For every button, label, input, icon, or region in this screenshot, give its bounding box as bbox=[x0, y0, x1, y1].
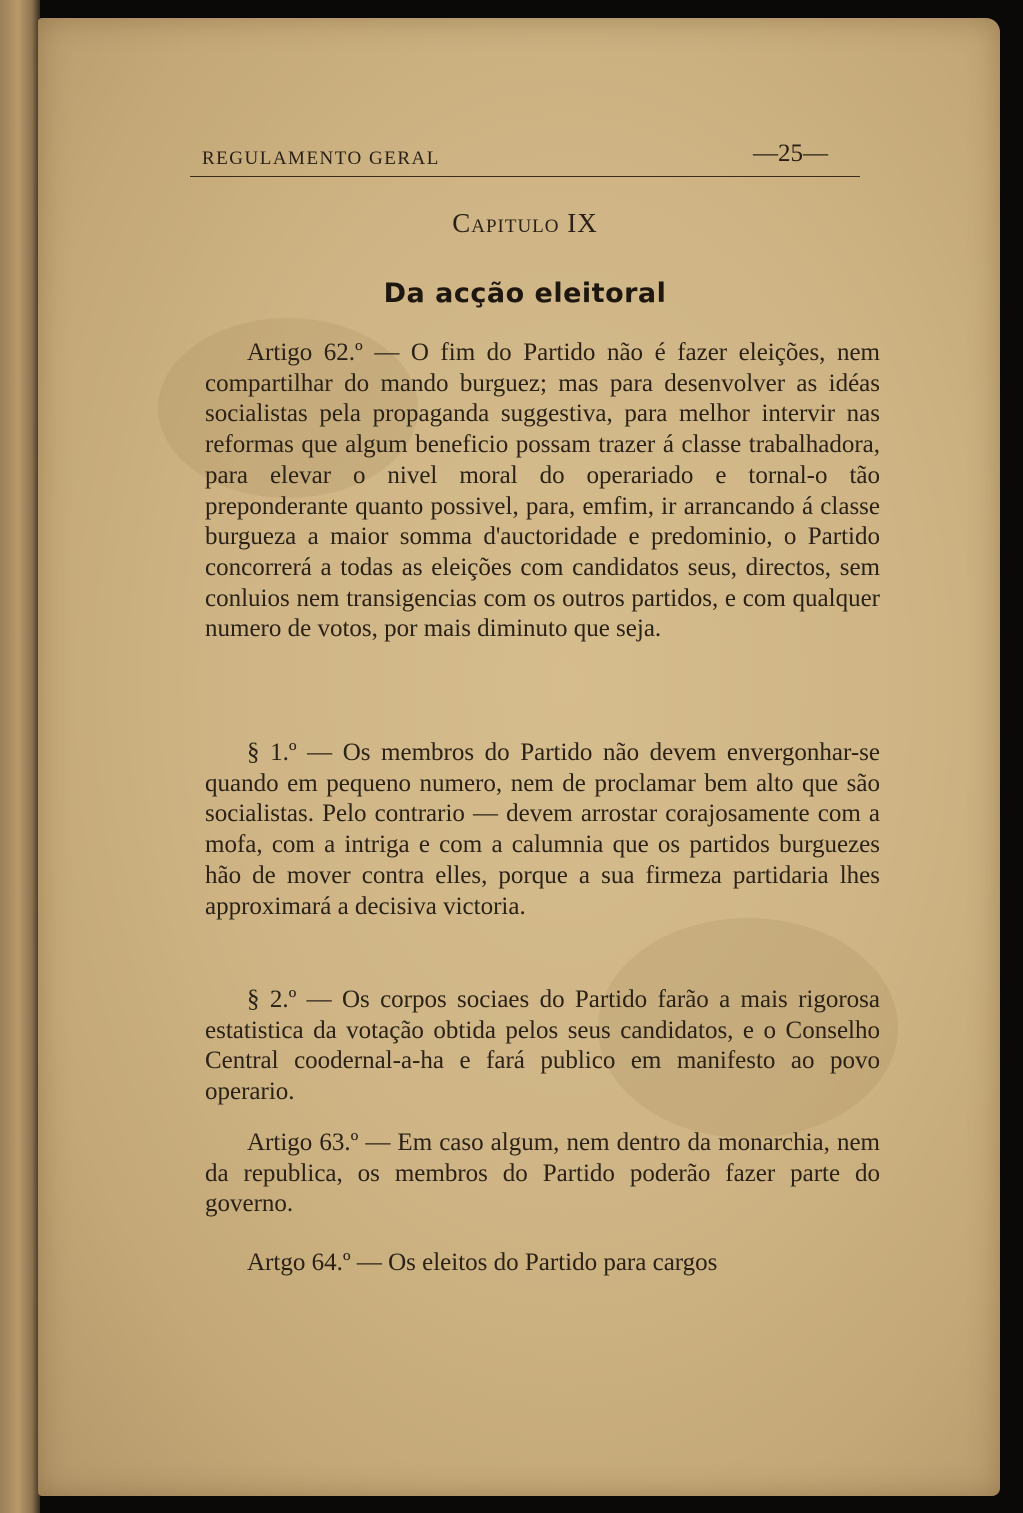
paragraph-section-1: § 1.º — Os membros do Partido não devem envergonhar-se quando em pequeno numero, nem de proclamar bem alto que são socialistas. Pelo contrario — devem arrostar corajosamente com a mofa, com a intriga e com a calumnia que os partidos burguezes hão de mover contra elles, porque a sua firmeza partidaria lhes approximará a decisiva victoria. bbox=[205, 739, 880, 920]
paragraph-article-63: Artigo 63.º — Em caso algum, nem dentro da monarchia, nem da republica, os membros do Partido poderão fazer parte do governo. bbox=[205, 1129, 880, 1218]
previous-page-edge bbox=[0, 0, 40, 1513]
running-title: REGULAMENTO GERAL bbox=[202, 148, 440, 169]
page-header bbox=[190, 140, 860, 177]
section-title: Da acção eleitoral bbox=[383, 278, 667, 309]
paragraph-article-62: Artigo 62.º — O fim do Partido não é fazer eleições, nem compartilhar do mando burguez; mas para desenvolver as idéas socialistas pela propaganda suggestiva, para melhor intervir nas reformas que algum beneficio possam trazer á classe trabalhadora, para elevar o nivel moral do operariado e tornal-o tão preponderante quanto possivel, para, emfim, ir arrancando á classe burgueza a maior somma d'auctoridade e predominio, o Partido concorrerá a todas as eleições com candidatos seus, directos, sem conluios nem transigencias com os outros partidos, e com qualquer numero de votos, por mais diminuto que seja. bbox=[205, 339, 880, 643]
chapter-heading: Capitulo IX bbox=[452, 208, 598, 238]
paragraph-section-2: § 2.º — Os corpos sociaes do Partido farão a mais rigorosa estatistica da votação obtida pelos seus candidatos, e o Conselho Central coodernal-a-ha e fará publico em manifesto ao povo operario. bbox=[205, 986, 880, 1106]
page-number: —25— bbox=[753, 140, 828, 167]
paragraph-article-64: Artgo 64.º — Os eleitos do Partido para cargos bbox=[247, 1249, 718, 1276]
